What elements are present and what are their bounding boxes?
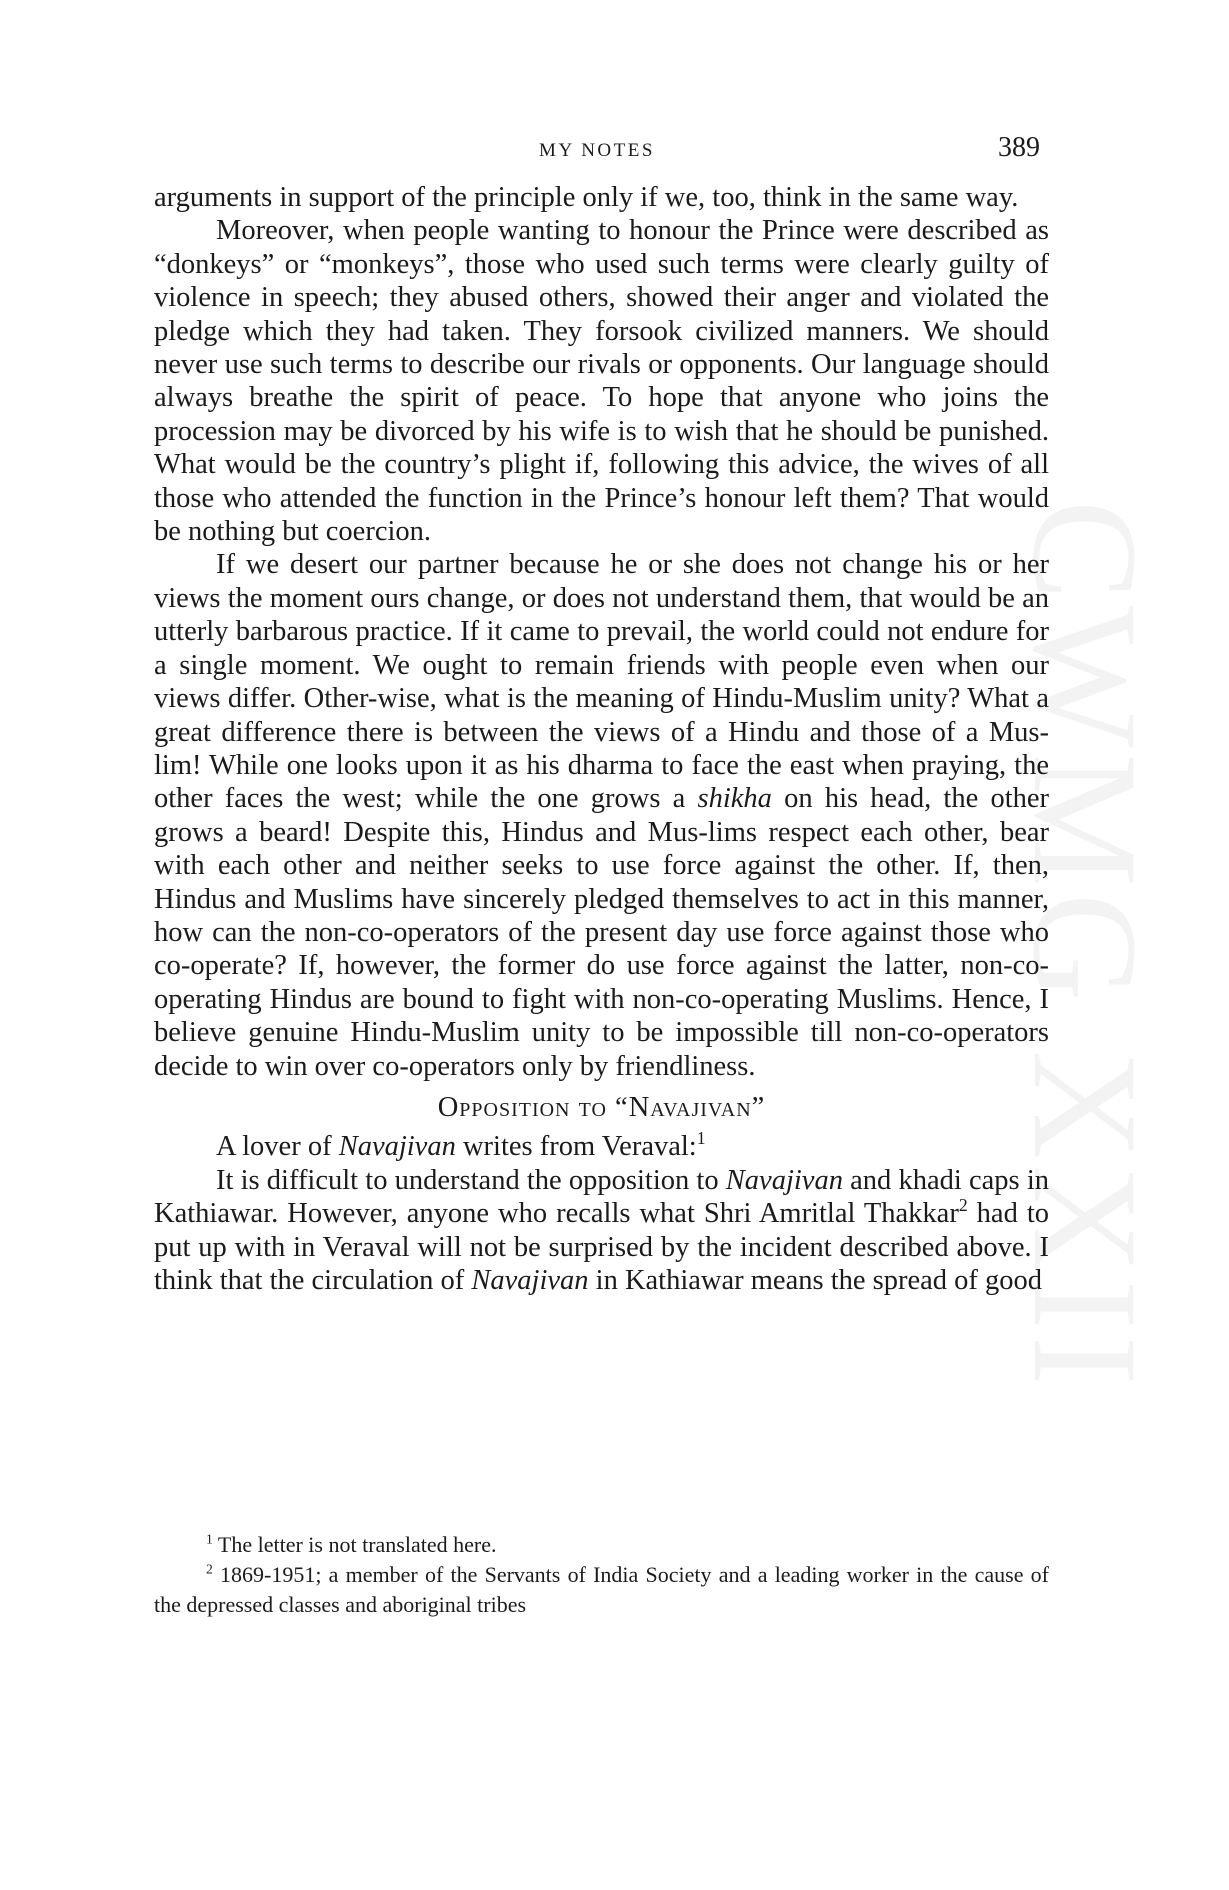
paragraph-4-text-a: A lover of (216, 1131, 339, 1163)
paragraph-3-text-b: on his head, the other grows a beard! Despite this, Hindus and Mus-lims respect each other, bear with each other and neither seeks to use force against the other. If, then, Hindus and Muslims have sincerely pledged themselves to act in this manner, how can the non-co-operators of the present day use force against those who co-operate? If, however, the former do use force against the latter, non-co-operating Hindus are bound to fight with non-co-operating Muslims. Hence, I believe genuine Hindu-Muslim unity to be impossible till non-co-operators decide to win over co-operators only by friendliness. (154, 783, 1049, 1082)
paragraph-5-text-c: had to put up with in Veraval will not be surprised by the incident described above. I think that the circulation of (154, 1198, 1049, 1296)
paragraph-5-text-d: in Kathiawar means the spread of good (588, 1265, 1043, 1296)
paragraph-2: Moreover, when people wanting to honour the Prince were described as “donkeys” or “monkeys”, those who used such terms were clearly guilty of violence in speech; they abused others, showed their anger and violated the pledge which they had taken. They forsook civilized manners. We should never use such terms to describe our rivals or opponents. Our language should always breathe the spirit of peace. To hope that anyone who joins the procession may be divorced by his wife is to wish that he should be punished. What would be the country’s plight if, following this advice, the wives of all those who attended the function in the Prince’s honour left them? That would be nothing but coercion. (154, 215, 1049, 548)
italic-title-navajivan: Navajivan (471, 1265, 589, 1296)
running-title: MY NOTES (539, 140, 655, 161)
running-head (154, 132, 1040, 172)
italic-term-shikha: shikha (697, 783, 772, 815)
footnotes (154, 1530, 1049, 1620)
paragraph-3 (154, 548, 1049, 1083)
paragraph-5-text-a: It is difficult to understand the opposition to (216, 1164, 726, 1196)
footnote-mark: 1 (206, 1531, 213, 1547)
paragraph-1: arguments in support of the principle only if we, too, think in the same way. (154, 182, 1019, 213)
body-text (154, 181, 1049, 1297)
paragraph-5 (154, 1164, 1049, 1298)
paragraph-5-text-b: and khadi caps in Kathiawar. However, anyone who recalls what Shri Amritlal Thakkar (154, 1164, 1049, 1230)
footnote-ref-2: 2 (958, 1195, 968, 1216)
footnote-ref-1: 1 (696, 1128, 706, 1149)
italic-title-navajivan: Navajivan (338, 1131, 456, 1163)
section-heading: Opposition to “Navajivan” (437, 1091, 766, 1123)
footnote-1 (154, 1530, 1049, 1560)
page-number: 389 (998, 132, 1040, 163)
italic-title-navajivan: Navajivan (725, 1164, 843, 1196)
footnote-mark: 2 (206, 1561, 213, 1577)
footnote-text: 1869-1951; a member of the Servants of India Society and a leading worker in the cause of the depressed classes and aboriginal tribes (154, 1562, 1049, 1617)
paragraph-3-text-a: If we desert our partner because he or she does not change his or her views the moment ours change, or does not understand them, that would be an utterly barbarous practice. If it came to prevail, the world could not endure for a single moment. We ought to remain friends with people even when our views differ. Other-wise, what is the meaning of Hindu-Muslim unity? What a great difference there is between the views of a Hindu and those of a Mus-lim! While one looks upon it as his dharma to face the east when praying, the other faces the west; while the one grows a (154, 549, 1049, 815)
footnote-2 (154, 1560, 1049, 1620)
paragraph-4 (154, 1130, 1049, 1163)
paragraph-4-text-b: writes from Veraval: (455, 1131, 697, 1163)
footnote-text: The letter is not translated here. (212, 1532, 497, 1557)
